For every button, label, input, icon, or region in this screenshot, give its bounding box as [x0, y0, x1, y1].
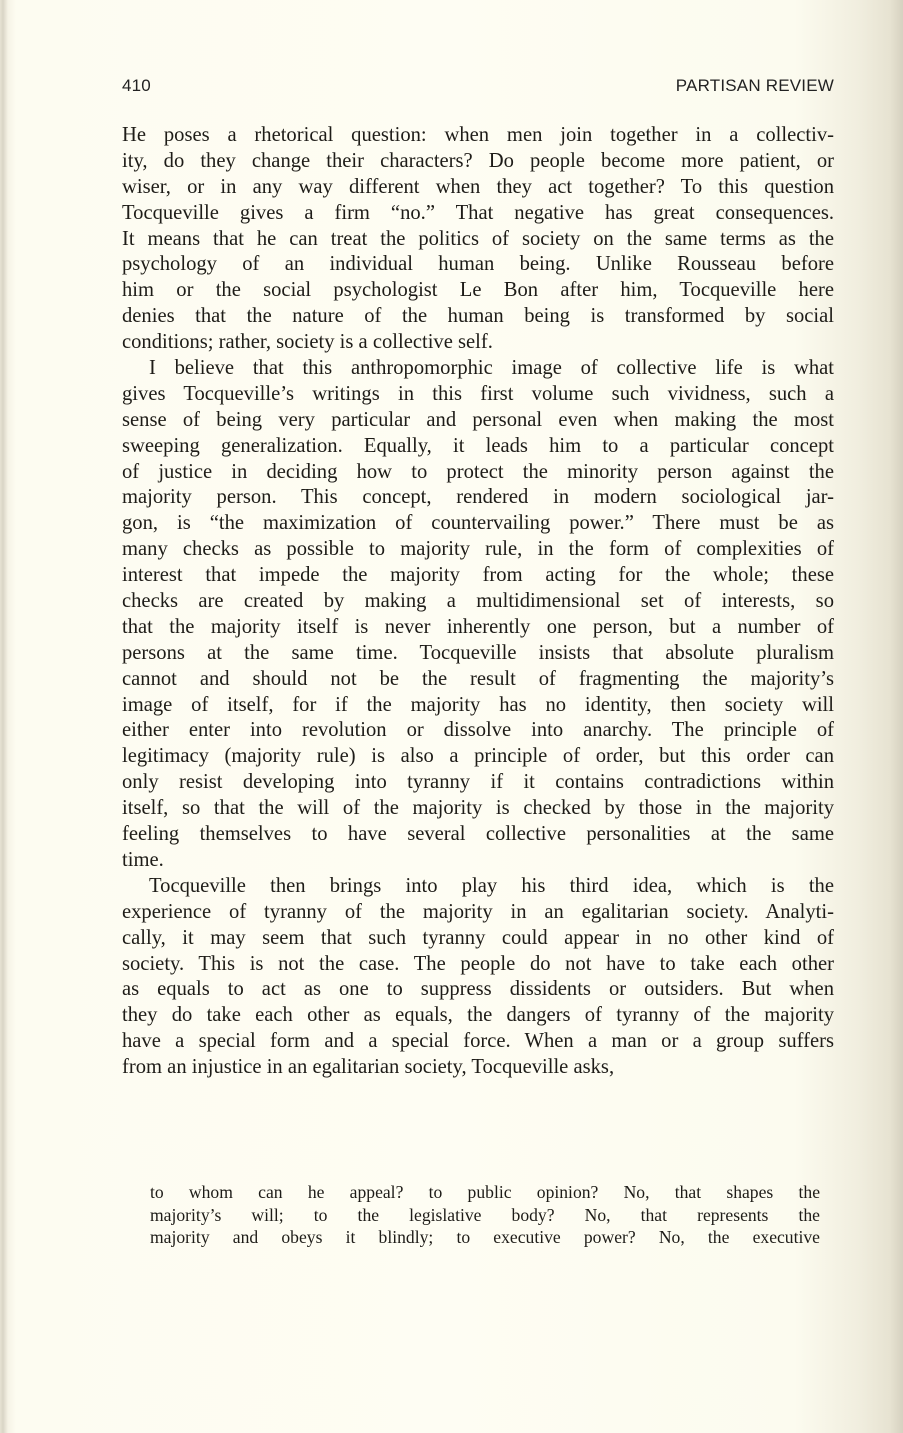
- text-line: itself, so that the will of the majority is checked by those in the majority: [122, 797, 834, 820]
- running-head: [122, 76, 834, 98]
- text-line: checks are created by making a multidimensional set of interests, so: [122, 590, 834, 613]
- journal-title: PARTISAN REVIEW: [675, 76, 834, 95]
- text-line: denies that the nature of the human being is transformed by social: [122, 305, 834, 328]
- text-line: psychology of an individual human being. Unlike Rousseau before: [122, 253, 834, 276]
- text-line: Tocqueville gives a firm “no.” That negative has great consequences.: [122, 201, 834, 224]
- block-quote: [150, 1181, 820, 1249]
- text-line: him or the social psychologist Le Bon after him, Tocqueville here: [122, 279, 834, 302]
- text-line: wiser, or in any way different when they act together? To this question: [122, 175, 834, 198]
- quote-line: to whom can he appeal? to public opinion? No, that shapes the: [150, 1182, 820, 1202]
- paragraph-3: [122, 874, 834, 1081]
- text-line: cally, it may seem that such tyranny could appear in no other kind of: [122, 926, 834, 949]
- text-line: He poses a rhetorical question: when men join together in a collectiv-: [122, 124, 834, 146]
- text-line: from an injustice in an egalitarian society, Tocqueville asks,: [122, 1056, 615, 1079]
- text-line: that the majority itself is never inherently one person, but a number of: [122, 615, 834, 638]
- paragraph-2: [122, 356, 834, 874]
- text-line: interest that impede the majority from acting for the whole; these: [122, 564, 834, 587]
- text-line: gives Tocqueville’s writings in this first volume such vividness, such a: [122, 382, 834, 405]
- page-number: 410: [122, 76, 151, 95]
- text-line: many checks as possible to majority rule, in the form of complexities of: [122, 538, 834, 561]
- text-line: society. This is not the case. The people do not have to take each other: [122, 952, 834, 975]
- quote-line: majority’s will; to the legislative body? No, that represents the: [150, 1204, 820, 1225]
- text-line: they do take each other as equals, the dangers of tyranny of the majority: [122, 1004, 834, 1027]
- text-line: cannot and should not be the result of fragmenting the majority’s: [122, 667, 834, 690]
- text-line: sense of being very particular and personal even when making the most: [122, 408, 834, 431]
- text-line: image of itself, for if the majority has no identity, then society will: [122, 693, 834, 716]
- text-line: of justice in deciding how to protect the minority person against the: [122, 460, 834, 483]
- body-text: [122, 123, 834, 1081]
- text-line: as equals to act as one to suppress dissidents or outsiders. But when: [122, 978, 834, 1001]
- paragraph-1: [122, 123, 834, 356]
- text-line: sweeping generalization. Equally, it leads him to a particular concept: [122, 434, 834, 457]
- text-line: I believe that this anthropomorphic image of collective life is what: [149, 357, 834, 380]
- text-line: gon, is “the maximization of countervailing power.” There must be as: [122, 512, 834, 535]
- text-line: have a special form and a special force. When a man or a group suffers: [122, 1030, 834, 1053]
- text-line: It means that he can treat the politics of society on the same terms as the: [122, 227, 834, 250]
- text-line: Tocqueville then brings into play his third idea, which is the: [149, 874, 834, 897]
- text-line: ity, do they change their characters? Do people become more patient, or: [122, 149, 834, 172]
- quote-line: majority and obeys it blindly; to executive power? No, the executive: [150, 1227, 820, 1247]
- text-line: either enter into revolution or dissolve into anarchy. The principle of: [122, 719, 834, 742]
- text-line: experience of tyranny of the majority in an egalitarian society. Analyti-: [122, 900, 834, 923]
- text-line: persons at the same time. Tocqueville insists that absolute pluralism: [122, 641, 834, 664]
- text-line: feeling themselves to have several collective personalities at the same: [122, 823, 834, 846]
- text-line: time.: [122, 848, 164, 871]
- text-line: legitimacy (majority rule) is also a principle of order, but this order can: [122, 745, 834, 768]
- text-line: only resist developing into tyranny if it contains contradictions within: [122, 771, 834, 794]
- text-line: conditions; rather, society is a collective self.: [122, 331, 493, 354]
- text-line: majority person. This concept, rendered in modern sociological jar-: [122, 486, 834, 509]
